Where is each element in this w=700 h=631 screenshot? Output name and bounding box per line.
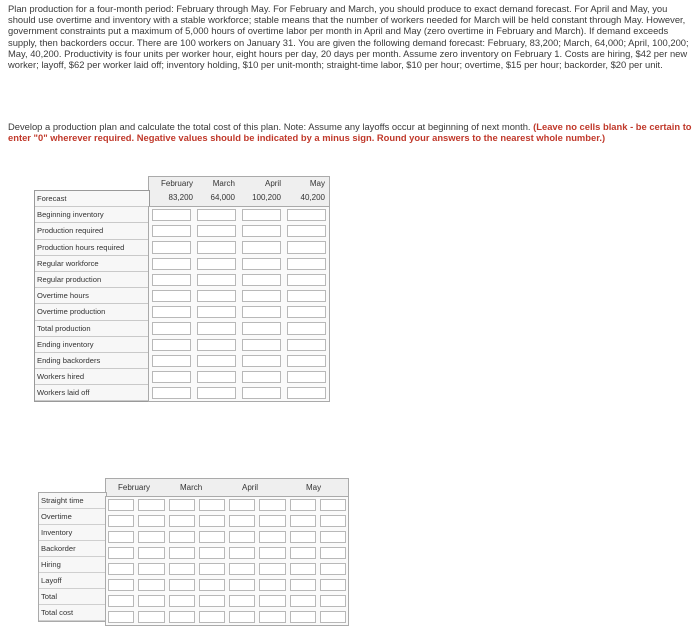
answer-input[interactable] <box>290 515 316 527</box>
cost-header-march: March <box>180 483 203 492</box>
answer-input[interactable] <box>287 339 326 351</box>
plan-input-row <box>149 304 329 320</box>
row-label: Ending backorders <box>35 353 149 369</box>
answer-input[interactable] <box>108 531 134 543</box>
answer-input[interactable] <box>242 339 281 351</box>
row-label: Beginning inventory <box>35 207 149 223</box>
answer-input[interactable] <box>108 563 134 575</box>
answer-input[interactable] <box>197 355 236 367</box>
answer-input[interactable] <box>242 371 281 383</box>
forecast-february: 83,200 <box>168 193 193 202</box>
answer-input[interactable] <box>259 547 285 559</box>
answer-input[interactable] <box>242 306 281 318</box>
row-label: Overtime hours <box>35 288 149 304</box>
answer-input[interactable] <box>152 258 191 270</box>
answer-input[interactable] <box>169 595 195 607</box>
answer-input[interactable] <box>197 258 236 270</box>
row-label: Workers laid off <box>35 385 149 401</box>
problem-statement <box>8 3 692 70</box>
answer-input[interactable] <box>108 595 134 607</box>
cost-row-label: Backorder <box>39 541 106 557</box>
answer-input[interactable] <box>229 515 255 527</box>
answer-input[interactable] <box>152 306 191 318</box>
answer-input[interactable] <box>108 579 134 591</box>
plan-table-header <box>148 176 330 208</box>
answer-input[interactable] <box>152 339 191 351</box>
instruction-text: Develop a production plan and calculate the total cost of this plan. Note: Assume any layoffs occur at beginning of next month. <box>8 121 531 132</box>
forecast-april: 100,200 <box>252 193 281 202</box>
answer-input[interactable] <box>287 322 326 334</box>
answer-input[interactable] <box>169 611 195 623</box>
cost-input-row <box>106 529 348 545</box>
answer-input[interactable] <box>259 579 285 591</box>
cost-row-label: Hiring <box>39 557 106 573</box>
cost-header-february: February <box>118 483 151 492</box>
answer-input[interactable] <box>242 241 281 253</box>
answer-input[interactable] <box>242 209 281 221</box>
answer-input[interactable] <box>229 563 255 575</box>
plan-header-february: February <box>160 179 193 188</box>
plan-header-april: April <box>264 179 281 188</box>
answer-input[interactable] <box>320 531 346 543</box>
answer-input[interactable] <box>242 290 281 302</box>
plan-header-march: March <box>212 179 235 188</box>
answer-input[interactable] <box>259 531 285 543</box>
answer-input[interactable] <box>320 515 346 527</box>
answer-input[interactable] <box>229 499 255 511</box>
answer-input[interactable] <box>242 355 281 367</box>
instruction-warning: (Leave no cells blank - be certain to enter "0" wherever required. Negative values should be indicated by a minus sign. Round your answers to the nearest whole number.) <box>8 121 692 144</box>
problem-text: Plan production for a four-month period: February through May. For February and March, you should produce to exact demand forecast. For April and May, you should use overtime and inventory with a stable workforce; stable means that the number of workers needed for March will be held constant through May. However, government constraints put a maximum of 5,000 hours of overtime labor per month in April and May (zero overtime in February and March). If demand exceeds supply, then backorders occur. There are 100 workers on January 31. You are given the following demand forecast: February, 83,200; March, 64,000; April, 100,200; May, 40,200. Productivity is four units per worker hour, eight hours per day, 20 days per month. Assume zero inventory on February 1. Costs are hiring, $42 per new worker; layoff, $62 per worker laid off; inventory holding, $10 per unit-month; straight-time labor, $10 per hour; overtime, $15 per hour; backorder, $20 per unit. <box>8 3 689 71</box>
answer-input[interactable] <box>108 547 134 559</box>
answer-input[interactable] <box>242 387 281 399</box>
answer-input[interactable] <box>287 355 326 367</box>
answer-input[interactable] <box>290 611 316 623</box>
answer-input[interactable] <box>290 547 316 559</box>
cost-table-header <box>105 478 349 498</box>
cost-row-label: Straight time <box>39 493 106 509</box>
answer-input[interactable] <box>197 209 236 221</box>
answer-input[interactable] <box>152 274 191 286</box>
cost-header-april: April <box>242 483 259 492</box>
cost-input-row <box>106 593 348 609</box>
answer-input[interactable] <box>229 611 255 623</box>
answer-input[interactable] <box>138 515 164 527</box>
instructions <box>8 121 692 143</box>
answer-input[interactable] <box>229 531 255 543</box>
answer-input[interactable] <box>199 515 225 527</box>
answer-input[interactable] <box>138 611 164 623</box>
answer-input[interactable] <box>259 515 285 527</box>
answer-input[interactable] <box>320 563 346 575</box>
plan-input-row <box>149 223 329 239</box>
answer-input[interactable] <box>169 563 195 575</box>
answer-input[interactable] <box>197 225 236 237</box>
plan-input-row <box>149 207 329 223</box>
answer-input[interactable] <box>197 306 236 318</box>
row-label: Regular production <box>35 272 149 288</box>
answer-input[interactable] <box>242 225 281 237</box>
cost-row-label: Overtime <box>39 509 106 525</box>
row-label: Workers hired <box>35 369 149 385</box>
row-label: Production hours required <box>35 240 149 256</box>
answer-input[interactable] <box>138 595 164 607</box>
answer-input[interactable] <box>259 611 285 623</box>
answer-input[interactable] <box>197 274 236 286</box>
answer-input[interactable] <box>197 241 236 253</box>
answer-input[interactable] <box>199 579 225 591</box>
cost-row-labels <box>38 492 107 622</box>
answer-input[interactable] <box>108 515 134 527</box>
answer-input[interactable] <box>138 547 164 559</box>
cost-input-row <box>106 497 348 513</box>
answer-input[interactable] <box>320 611 346 623</box>
cost-input-row <box>106 513 348 529</box>
cost-input-row <box>106 561 348 577</box>
answer-input[interactable] <box>152 322 191 334</box>
answer-input[interactable] <box>169 531 195 543</box>
plan-input-row <box>149 337 329 353</box>
answer-input[interactable] <box>199 611 225 623</box>
answer-input[interactable] <box>169 579 195 591</box>
answer-input[interactable] <box>152 225 191 237</box>
answer-input[interactable] <box>152 371 191 383</box>
answer-input[interactable] <box>287 387 326 399</box>
answer-input[interactable] <box>199 499 225 511</box>
answer-input[interactable] <box>259 499 285 511</box>
cost-row-label: Layoff <box>39 573 106 589</box>
answer-input[interactable] <box>152 355 191 367</box>
cost-row-label: Total cost <box>39 605 106 621</box>
row-label: Regular workforce <box>35 256 149 272</box>
forecast-may: 40,200 <box>300 193 325 202</box>
cost-input-row <box>106 577 348 593</box>
answer-input[interactable] <box>152 387 191 399</box>
answer-input[interactable] <box>152 209 191 221</box>
answer-input[interactable] <box>169 499 195 511</box>
answer-input[interactable] <box>138 563 164 575</box>
answer-input[interactable] <box>290 531 316 543</box>
cost-row-label: Inventory <box>39 525 106 541</box>
plan-input-row <box>149 385 329 401</box>
answer-input[interactable] <box>199 563 225 575</box>
plan-input-row <box>149 369 329 385</box>
answer-input[interactable] <box>287 306 326 318</box>
answer-input[interactable] <box>287 290 326 302</box>
answer-input[interactable] <box>290 579 316 591</box>
cost-input-grid <box>105 496 349 626</box>
row-label: Overtime production <box>35 304 149 320</box>
plan-input-row <box>149 272 329 288</box>
cost-input-row <box>106 545 348 561</box>
plan-input-row <box>149 353 329 369</box>
answer-input[interactable] <box>108 611 134 623</box>
row-label: Ending inventory <box>35 337 149 353</box>
answer-input[interactable] <box>138 499 164 511</box>
plan-input-row <box>149 239 329 255</box>
row-label: Total production <box>35 321 149 337</box>
answer-input[interactable] <box>138 579 164 591</box>
forecast-march: 64,000 <box>210 193 235 202</box>
answer-input[interactable] <box>197 371 236 383</box>
plan-input-grid <box>148 206 330 402</box>
answer-input[interactable] <box>199 595 225 607</box>
answer-input[interactable] <box>287 274 326 286</box>
answer-input[interactable] <box>197 339 236 351</box>
answer-input[interactable] <box>199 531 225 543</box>
plan-input-row <box>149 320 329 336</box>
answer-input[interactable] <box>320 547 346 559</box>
answer-input[interactable] <box>242 258 281 270</box>
answer-input[interactable] <box>259 563 285 575</box>
answer-input[interactable] <box>287 209 326 221</box>
answer-input[interactable] <box>199 547 225 559</box>
answer-input[interactable] <box>197 290 236 302</box>
plan-header-may: May <box>309 179 325 188</box>
answer-input[interactable] <box>138 531 164 543</box>
answer-input[interactable] <box>152 290 191 302</box>
answer-input[interactable] <box>287 241 326 253</box>
answer-input[interactable] <box>290 595 316 607</box>
answer-input[interactable] <box>320 595 346 607</box>
answer-input[interactable] <box>197 387 236 399</box>
cost-input-row <box>106 609 348 625</box>
answer-input[interactable] <box>197 322 236 334</box>
answer-input[interactable] <box>290 563 316 575</box>
answer-input[interactable] <box>290 499 316 511</box>
answer-input[interactable] <box>229 547 255 559</box>
plan-input-row <box>149 288 329 304</box>
answer-input[interactable] <box>320 579 346 591</box>
answer-input[interactable] <box>229 595 255 607</box>
answer-input[interactable] <box>320 499 346 511</box>
answer-input[interactable] <box>259 595 285 607</box>
answer-input[interactable] <box>287 225 326 237</box>
cost-row-label: Total <box>39 589 106 605</box>
answer-input[interactable] <box>287 371 326 383</box>
plan-row-labels <box>34 190 150 402</box>
answer-input[interactable] <box>152 241 191 253</box>
answer-input[interactable] <box>229 579 255 591</box>
row-label: Forecast <box>35 191 149 207</box>
plan-input-row <box>149 256 329 272</box>
answer-input[interactable] <box>287 258 326 270</box>
answer-input[interactable] <box>242 322 281 334</box>
row-label: Production required <box>35 223 149 239</box>
cost-header-may: May <box>306 483 322 492</box>
answer-input[interactable] <box>108 499 134 511</box>
answer-input[interactable] <box>242 274 281 286</box>
answer-input[interactable] <box>169 547 195 559</box>
answer-input[interactable] <box>169 515 195 527</box>
